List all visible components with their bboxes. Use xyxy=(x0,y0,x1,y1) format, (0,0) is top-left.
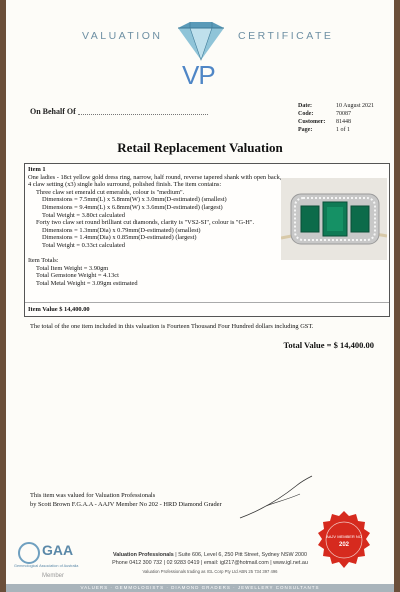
emerald-intro: Three claw set emerald cut emeralds, colour is "medium". xyxy=(36,188,185,196)
diamond-logo-icon xyxy=(170,20,232,62)
footer-trading: Valuation Professionals trading as IGL Corp Pty Ltd ABN 25 734 397 496 xyxy=(142,569,278,574)
total-value: Total Value = $ 14,400.00 xyxy=(283,340,374,350)
validated-line-1: This item was valued for Valuation Professionals xyxy=(30,492,156,499)
item-summary: One ladies - 18ct yellow gold dress ring, narrow, half round, reverse tapered shank with open back, 4 claw setting (x3) single halo surround, polished finish. The item contains: xyxy=(28,173,282,189)
validated-line-2: by Scott Brown F.G.A.A - AAJV Member No 202 - HRD Diamond Grader xyxy=(30,501,222,508)
emerald-dim-small: Dimensions = 7.5mm(L) x 5.8mm(W) x 3.0mm(D-estimated) (smallest) xyxy=(42,196,227,204)
gaa-logo xyxy=(14,540,84,586)
total-gemstone-weight: Total Gemstone Weight = 4.13ct xyxy=(36,272,119,280)
item-value-separator xyxy=(25,302,389,303)
seal-line-1: AAJV MEMBER NO xyxy=(326,534,362,539)
emerald-dim-large: Dimensions = 9.4mm(L) x 6.8mm(W) x 3.6mm(D-estimated) (largest) xyxy=(42,203,223,211)
gaa-member: Member xyxy=(42,573,65,579)
total-metal-weight: Total Metal Weight = 3.09gm estimated xyxy=(36,279,138,287)
diamond-dim-small: Dimensions = 1.3mm(Dia) x 0.79mm(D-estimated) (smallest) xyxy=(42,226,201,234)
gaa-emblem-icon xyxy=(18,542,40,564)
footer-address-line xyxy=(80,552,340,558)
footer xyxy=(80,552,340,574)
certificate-page xyxy=(6,0,394,592)
footer-contact: Phone 0412 300 732 | 02 9283 0419 | email: igl217@hotmail.com | www.igl.net.au xyxy=(112,560,308,566)
item-description xyxy=(28,166,284,288)
meta-row-code: Code: 70087 xyxy=(298,111,351,117)
meta-row-page: Page: 1 of 1 xyxy=(298,127,350,133)
on-behalf-label: On Behalf Of xyxy=(30,107,76,116)
meta-row-customer: Customer: 81448 xyxy=(298,119,351,125)
footer-company: Valuation Professionals xyxy=(112,552,174,558)
diamond-dim-large: Dimensions = 1.4mm(Dia) x 0.85mm(D-estimated) (largest) xyxy=(42,234,197,242)
on-behalf-line xyxy=(78,114,208,115)
bottom-band-text: VALUERS · GEMMOLOGISTS · DIAMOND GRADERS · JEWELLERY CONSULTANTS xyxy=(80,585,320,590)
validated-by xyxy=(30,491,222,509)
seal-number: 202 xyxy=(338,542,350,548)
diamond-intro: Forty two claw set round brilliant cut diamonds, clarity is "VS2-SI", colour is "G-H". xyxy=(36,219,255,227)
item-value: Item Value $ 14,400.00 xyxy=(28,306,90,313)
header-right-word: CERTIFICATE xyxy=(238,30,334,42)
item-heading: Item 1 xyxy=(28,166,46,173)
vp-logo: VP xyxy=(182,60,215,90)
meta-row-date: Date: 10 August 2021 xyxy=(298,103,375,109)
total-statement: The total of the one item included in this valuation is Fourteen Thousand Four Hundred dollars including GST. xyxy=(30,323,314,330)
signature xyxy=(236,472,326,522)
total-item-weight: Total Item Weight = 3.90gm xyxy=(36,264,109,272)
certificate-header xyxy=(6,20,394,100)
emerald-weight: Total Weight = 3.80ct calculated xyxy=(42,211,125,219)
document-meta xyxy=(298,102,374,134)
bottom-band xyxy=(6,584,394,592)
ring-photo xyxy=(281,178,387,260)
gaa-subtitle: Gemmological Association of Australia xyxy=(14,564,79,568)
totals-heading: Item Totals: xyxy=(28,257,59,265)
footer-address: | Suite 606, Level 6, 250 Pitt Street, Sydney NSW 2000 xyxy=(173,552,308,558)
header-left-word: VALUATION xyxy=(82,30,163,42)
item-box xyxy=(24,163,390,317)
gaa-name: GAA xyxy=(42,542,74,558)
document-title: Retail Replacement Valuation xyxy=(117,140,283,155)
diamond-weight: Total Weight = 0.33ct calculated xyxy=(42,241,125,249)
